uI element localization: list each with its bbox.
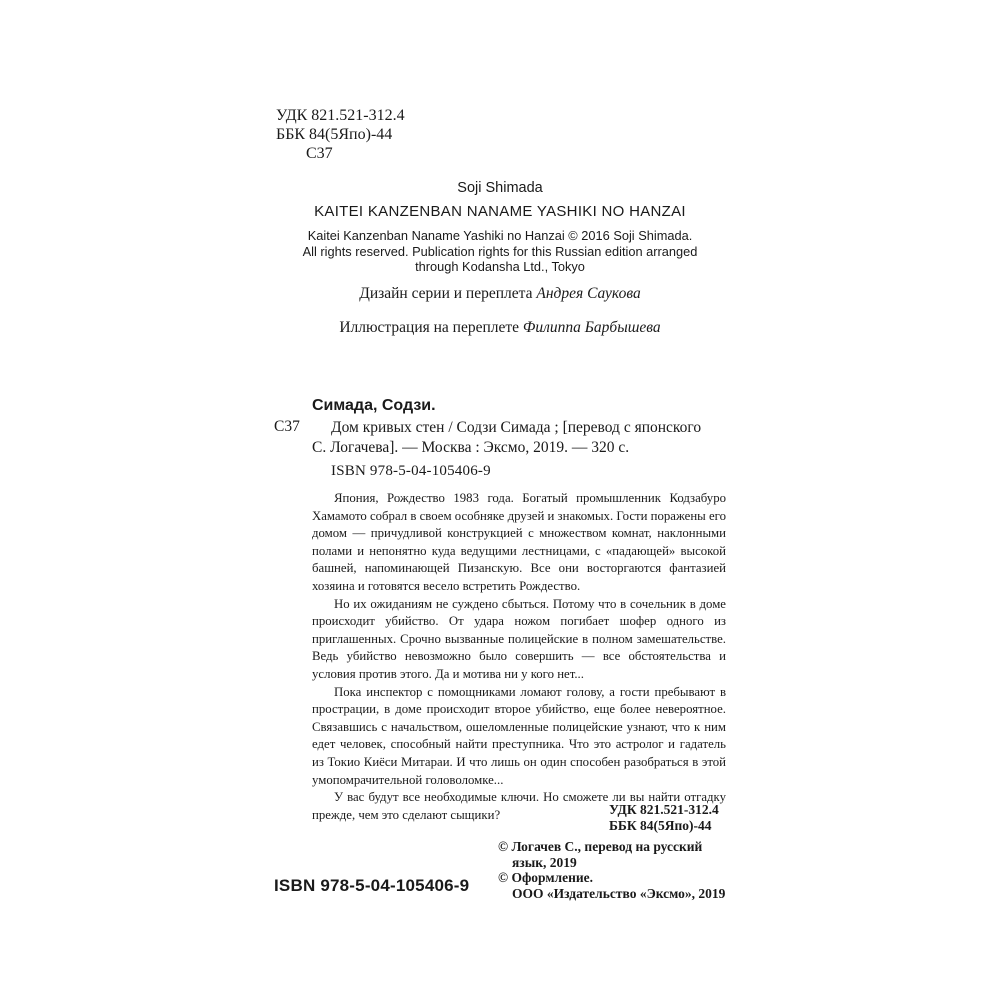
bbk-code-top: ББК 84(5Япо)-44 [276, 126, 393, 143]
annotation [312, 490, 726, 824]
copyright-notice [498, 839, 738, 901]
rights-line: All rights reserved. Publication rights for this Russian edition arranged [302, 243, 698, 259]
rights-line: Kaitei Kanzenban Naname Yashiki no Hanzai © 2016 Soji Shimada. [307, 228, 693, 243]
author-mark-top: С37 [306, 145, 333, 162]
bib-author-heading: Симада, Содзи. [312, 397, 436, 414]
bib-isbn: ISBN 978-5-04-105406-9 [331, 463, 491, 479]
design-credit [250, 285, 750, 303]
rights-line: through Kodansha Ltd., Tokyo [415, 259, 585, 274]
rights-notice [250, 228, 750, 275]
original-author: Soji Shimada [457, 180, 543, 196]
design-credit-label: Дизайн серии и переплета [359, 285, 533, 302]
annotation-paragraph: У вас будут все необходимые ключи. Но сможете ли вы найти отгадку прежде, чем это сделают сыщики? [312, 790, 726, 822]
bib-author-mark: С37 [274, 418, 300, 435]
udk-code-bottom: УДК 821.521-312.4 [609, 802, 719, 817]
copyright-line: язык, 2019 [512, 854, 577, 870]
isbn-main: ISBN 978-5-04-105406-9 [274, 876, 470, 895]
annotation-paragraph: Но их ожиданиям не суждено сбыться. Потому что в сочельник в доме происходит убийство. От удара ножом погибает шофер одного из приглашенных. Срочно вызванные полицейские в полном замешательстве. Ведь убийство невозможно было совершить — все обстоятельства и условия против этого. Да и мотива ни у кого нет... [312, 596, 726, 681]
bib-line-1: Дом кривых стен / Содзи Симада ; [перевод с японского [331, 419, 702, 436]
illustration-credit [250, 319, 750, 337]
original-title: KAITEI KANZENBAN NANAME YASHIKI NO HANZAI [314, 203, 686, 220]
copyright-line: © Оформление. [498, 870, 594, 885]
bbk-code-bottom: ББК 84(5Япо)-44 [609, 818, 712, 833]
udk-code-top: УДК 821.521-312.4 [276, 107, 405, 124]
bib-line-2: С. Логачева]. — Москва : Эксмо, 2019. — 320 с. [312, 439, 630, 456]
design-credit-name: Андрея Саукова [536, 285, 641, 302]
annotation-paragraph: Япония, Рождество 1983 года. Богатый промышленник Кодзабуро Хамамото собрал в своем особняке друзей и знакомых. Гости поражены его домом — причудливой конструкцией с множеством комнат, наклонными полами и непонятно куда ведущими лестницами, с «падающей» высокой башней, напоминающей Пизанскую. Все они восторгаются фантазией хозяина и готовятся весело встретить Рождество. [312, 491, 726, 593]
copyright-line: © Логачев С., перевод на русский [498, 839, 703, 854]
copyright-line: ООО «Издательство «Эксмо», 2019 [512, 885, 726, 901]
illustration-credit-name: Филиппа Барбышева [522, 319, 661, 336]
annotation-paragraph: Пока инспектор с помощниками ломают голову, а гости пребывают в прострации, в доме происходит второе убийство, еще более невероятное. Связавшись с начальством, ошеломленные полицейские узнают, что к ним едет человек, способный найти преступника. Что это астролог и гадатель из Токио Киёси Митараи. И что лишь он один способен разобраться в этой умопомрачительной головоломке... [312, 684, 726, 787]
illustration-credit-label: Иллюстрация на переплете [339, 319, 520, 336]
